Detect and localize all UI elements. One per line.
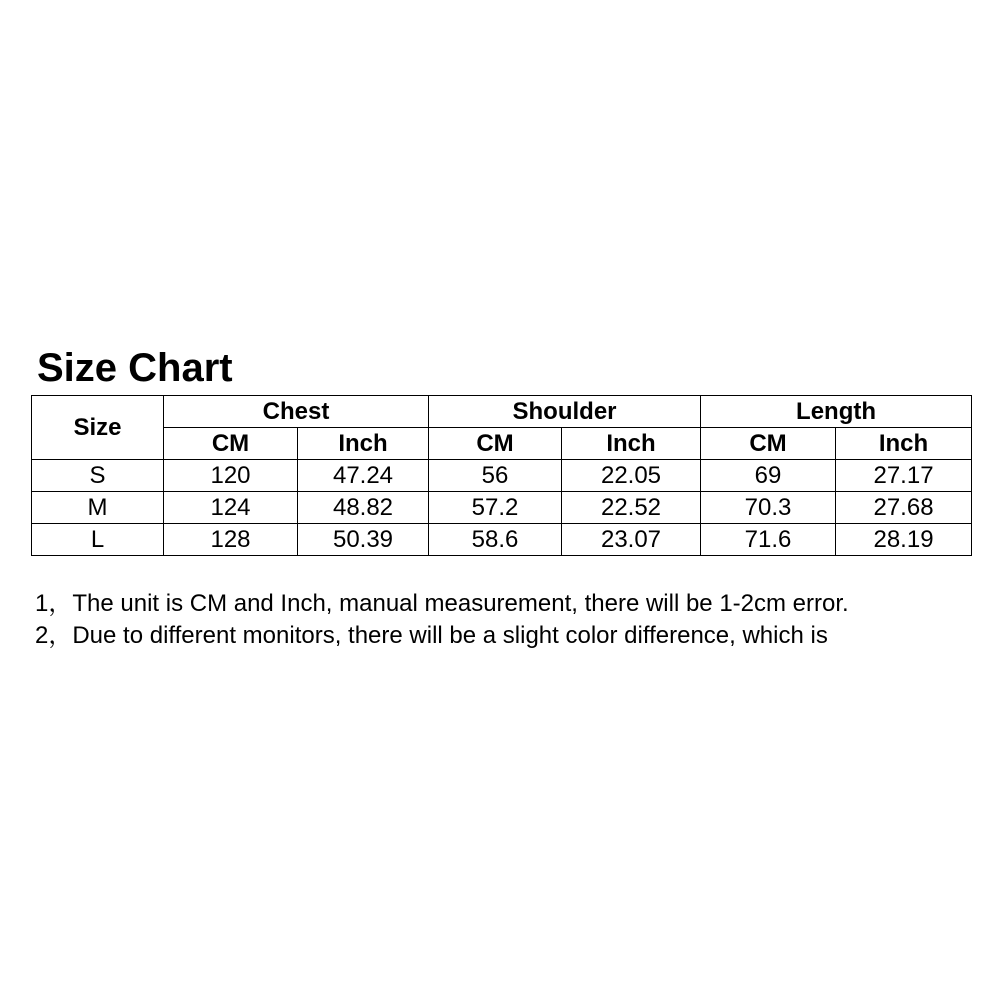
table-row (32, 524, 972, 556)
page-title: Size Chart (37, 346, 233, 390)
size-chart-table (31, 395, 972, 556)
shoulder-inch-cell: 23.07 (562, 524, 701, 556)
chest-cm-cell: 128 (164, 524, 298, 556)
shoulder-cm-cell: 56 (429, 460, 562, 492)
size-column-header: Size (32, 396, 164, 460)
chest-cm-cell: 124 (164, 492, 298, 524)
size-cell: M (32, 492, 164, 524)
shoulder-group-header: Shoulder (429, 396, 701, 428)
shoulder-inch-cell: 22.05 (562, 460, 701, 492)
table-subheader-row (32, 428, 972, 460)
notes-list (35, 588, 849, 652)
length-cm-cell: 70.3 (701, 492, 836, 524)
table-header-row (32, 396, 972, 428)
note-item: 1，The unit is CM and Inch, manual measurement, there will be 1-2cm error. (35, 590, 849, 617)
length-inch-cell: 28.19 (836, 524, 972, 556)
chest-group-header: Chest (164, 396, 429, 428)
shoulder-inch-header: Inch (562, 428, 701, 460)
table-row (32, 492, 972, 524)
length-group-header: Length (701, 396, 972, 428)
length-inch-cell: 27.17 (836, 460, 972, 492)
chest-cm-cell: 120 (164, 460, 298, 492)
length-inch-cell: 27.68 (836, 492, 972, 524)
size-cell: L (32, 524, 164, 556)
shoulder-cm-cell: 58.6 (429, 524, 562, 556)
chest-inch-header: Inch (298, 428, 429, 460)
chest-inch-cell: 47.24 (298, 460, 429, 492)
length-cm-cell: 69 (701, 460, 836, 492)
note-item: 2，Due to different monitors, there will be a slight color difference, which is (35, 622, 828, 649)
shoulder-cm-cell: 57.2 (429, 492, 562, 524)
shoulder-inch-cell: 22.52 (562, 492, 701, 524)
chest-cm-header: CM (164, 428, 298, 460)
size-cell: S (32, 460, 164, 492)
table-row (32, 460, 972, 492)
length-cm-header: CM (701, 428, 836, 460)
length-inch-header: Inch (836, 428, 972, 460)
shoulder-cm-header: CM (429, 428, 562, 460)
length-cm-cell: 71.6 (701, 524, 836, 556)
chest-inch-cell: 48.82 (298, 492, 429, 524)
chest-inch-cell: 50.39 (298, 524, 429, 556)
